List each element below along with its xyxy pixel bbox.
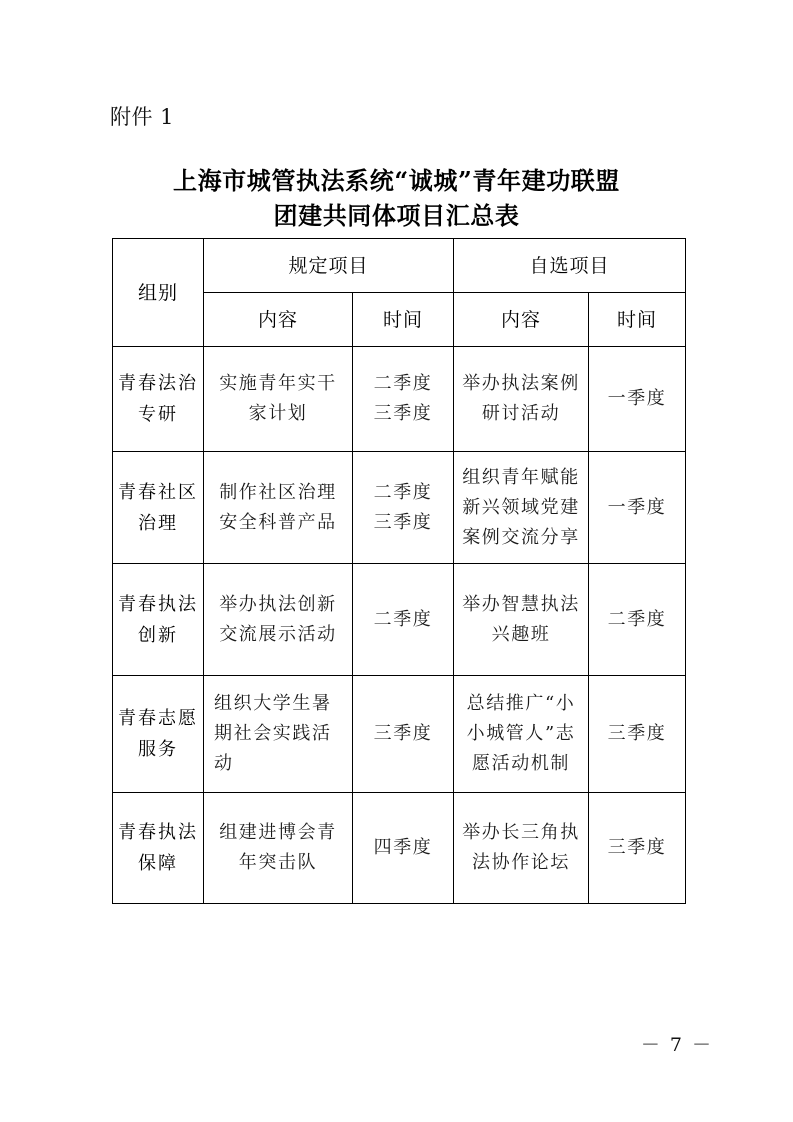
cell-optional-content-line: 愿活动机制 bbox=[472, 753, 571, 774]
cell-group-name-line: 青春志愿 bbox=[118, 708, 198, 729]
cell-required-time-line: 二季度 bbox=[373, 481, 433, 503]
cell-group-name-line: 专研 bbox=[138, 404, 178, 425]
cell-optional-content-line: 总结推广“小 bbox=[466, 693, 576, 714]
cell-group-name bbox=[113, 564, 204, 676]
header-group: 组别 bbox=[113, 239, 204, 347]
cell-group-name bbox=[113, 676, 204, 793]
cell-required-time bbox=[353, 452, 454, 564]
cell-optional-content-line: 研讨活动 bbox=[481, 403, 561, 424]
page-title bbox=[0, 163, 793, 233]
cell-optional-time-line: 二季度 bbox=[607, 608, 667, 630]
cell-group-name bbox=[113, 793, 204, 904]
cell-optional-time-line: 三季度 bbox=[607, 837, 667, 858]
cell-optional-time bbox=[589, 452, 686, 564]
cell-optional-content-line: 举办智慧执法 bbox=[462, 593, 580, 615]
cell-required-content-line: 家计划 bbox=[248, 403, 308, 424]
cell-optional-content bbox=[454, 793, 589, 904]
cell-optional-content-line: 法协作论坛 bbox=[472, 852, 571, 873]
cell-required-time bbox=[353, 793, 454, 904]
cell-required-content bbox=[204, 452, 353, 564]
cell-required-time-line: 四季度 bbox=[373, 837, 433, 858]
page-title-line-1: 上海市城管执法系统“诚城”青年建功联盟 bbox=[172, 166, 620, 195]
cell-optional-time-line: 一季度 bbox=[607, 388, 667, 409]
cell-required-time bbox=[353, 347, 454, 452]
cell-group-name-line: 保障 bbox=[138, 853, 178, 874]
cell-group-name-line: 治理 bbox=[138, 512, 178, 534]
cell-group-name-line: 服务 bbox=[138, 739, 178, 760]
cell-optional-content-line: 举办执法案例 bbox=[462, 373, 580, 394]
table-row bbox=[113, 793, 686, 904]
cell-required-time-line: 三季度 bbox=[373, 403, 433, 424]
cell-required-content bbox=[204, 347, 353, 452]
table-row bbox=[113, 676, 686, 793]
cell-group-name-line: 青春执法 bbox=[118, 593, 198, 615]
cell-optional-content-line: 案例交流分享 bbox=[462, 526, 580, 548]
cell-required-time-line: 三季度 bbox=[373, 511, 433, 533]
cell-required-content bbox=[204, 564, 353, 676]
cell-optional-content-line: 新兴领域党建 bbox=[462, 496, 580, 518]
header-required-group: 规定项目 bbox=[204, 239, 454, 293]
cell-required-content bbox=[204, 676, 353, 793]
cell-required-content-line: 安全科普产品 bbox=[219, 511, 337, 533]
page-title-line-2: 团建共同体项目汇总表 bbox=[273, 201, 520, 230]
cell-group-name-line: 青春社区 bbox=[118, 481, 198, 503]
cell-required-content-line: 实施青年实干 bbox=[219, 373, 337, 394]
cell-optional-time-line: 一季度 bbox=[607, 496, 667, 518]
summary-table bbox=[112, 238, 686, 904]
cell-group-name bbox=[113, 452, 204, 564]
cell-required-content-line: 组织大学生暑 bbox=[214, 693, 332, 714]
summary-table-container bbox=[112, 238, 685, 904]
cell-optional-content-line: 举办长三角执 bbox=[462, 822, 580, 843]
cell-required-content-line: 举办执法创新 bbox=[219, 593, 337, 615]
cell-optional-content bbox=[454, 452, 589, 564]
cell-required-content-line: 组建进博会青 bbox=[219, 822, 337, 843]
cell-required-content-line: 动 bbox=[214, 753, 234, 774]
cell-required-time-line: 二季度 bbox=[373, 373, 433, 394]
cell-optional-time bbox=[589, 564, 686, 676]
cell-required-time-line: 三季度 bbox=[373, 723, 433, 744]
cell-optional-content bbox=[454, 676, 589, 793]
cell-optional-time bbox=[589, 347, 686, 452]
cell-required-content-line: 制作社区治理 bbox=[219, 481, 337, 503]
cell-group-name-line: 青春法治 bbox=[118, 373, 198, 394]
header-optional-group: 自选项目 bbox=[454, 239, 686, 293]
table-body bbox=[113, 347, 686, 904]
table-row bbox=[113, 564, 686, 676]
cell-optional-content-line: 小城管人”志 bbox=[466, 723, 576, 744]
cell-optional-time bbox=[589, 793, 686, 904]
cell-optional-content bbox=[454, 347, 589, 452]
header-required-time: 时间 bbox=[353, 293, 454, 347]
cell-group-name-line: 青春执法 bbox=[118, 822, 198, 843]
cell-required-content-line: 交流展示活动 bbox=[219, 623, 337, 645]
table-header-row-top bbox=[113, 239, 686, 293]
cell-group-name bbox=[113, 347, 204, 452]
cell-required-content-line: 年突击队 bbox=[238, 852, 318, 873]
table-head bbox=[113, 239, 686, 347]
cell-optional-content-line: 组织青年赋能 bbox=[462, 466, 580, 488]
cell-optional-time-line: 三季度 bbox=[607, 723, 667, 744]
cell-required-content bbox=[204, 793, 353, 904]
cell-group-name-line: 创新 bbox=[138, 624, 178, 646]
header-optional-time: 时间 bbox=[589, 293, 686, 347]
cell-required-time bbox=[353, 564, 454, 676]
table-row bbox=[113, 347, 686, 452]
cell-required-content-line: 期社会实践活 bbox=[214, 723, 332, 744]
page-number: － 7 － bbox=[640, 1034, 713, 1056]
cell-optional-content-line: 兴趣班 bbox=[491, 623, 551, 645]
attachment-label: 附件 1 bbox=[110, 105, 175, 129]
header-required-content: 内容 bbox=[204, 293, 353, 347]
cell-optional-content bbox=[454, 564, 589, 676]
cell-required-time bbox=[353, 676, 454, 793]
cell-required-time-line: 二季度 bbox=[373, 608, 433, 630]
header-optional-content: 内容 bbox=[454, 293, 589, 347]
table-row bbox=[113, 452, 686, 564]
cell-optional-time bbox=[589, 676, 686, 793]
